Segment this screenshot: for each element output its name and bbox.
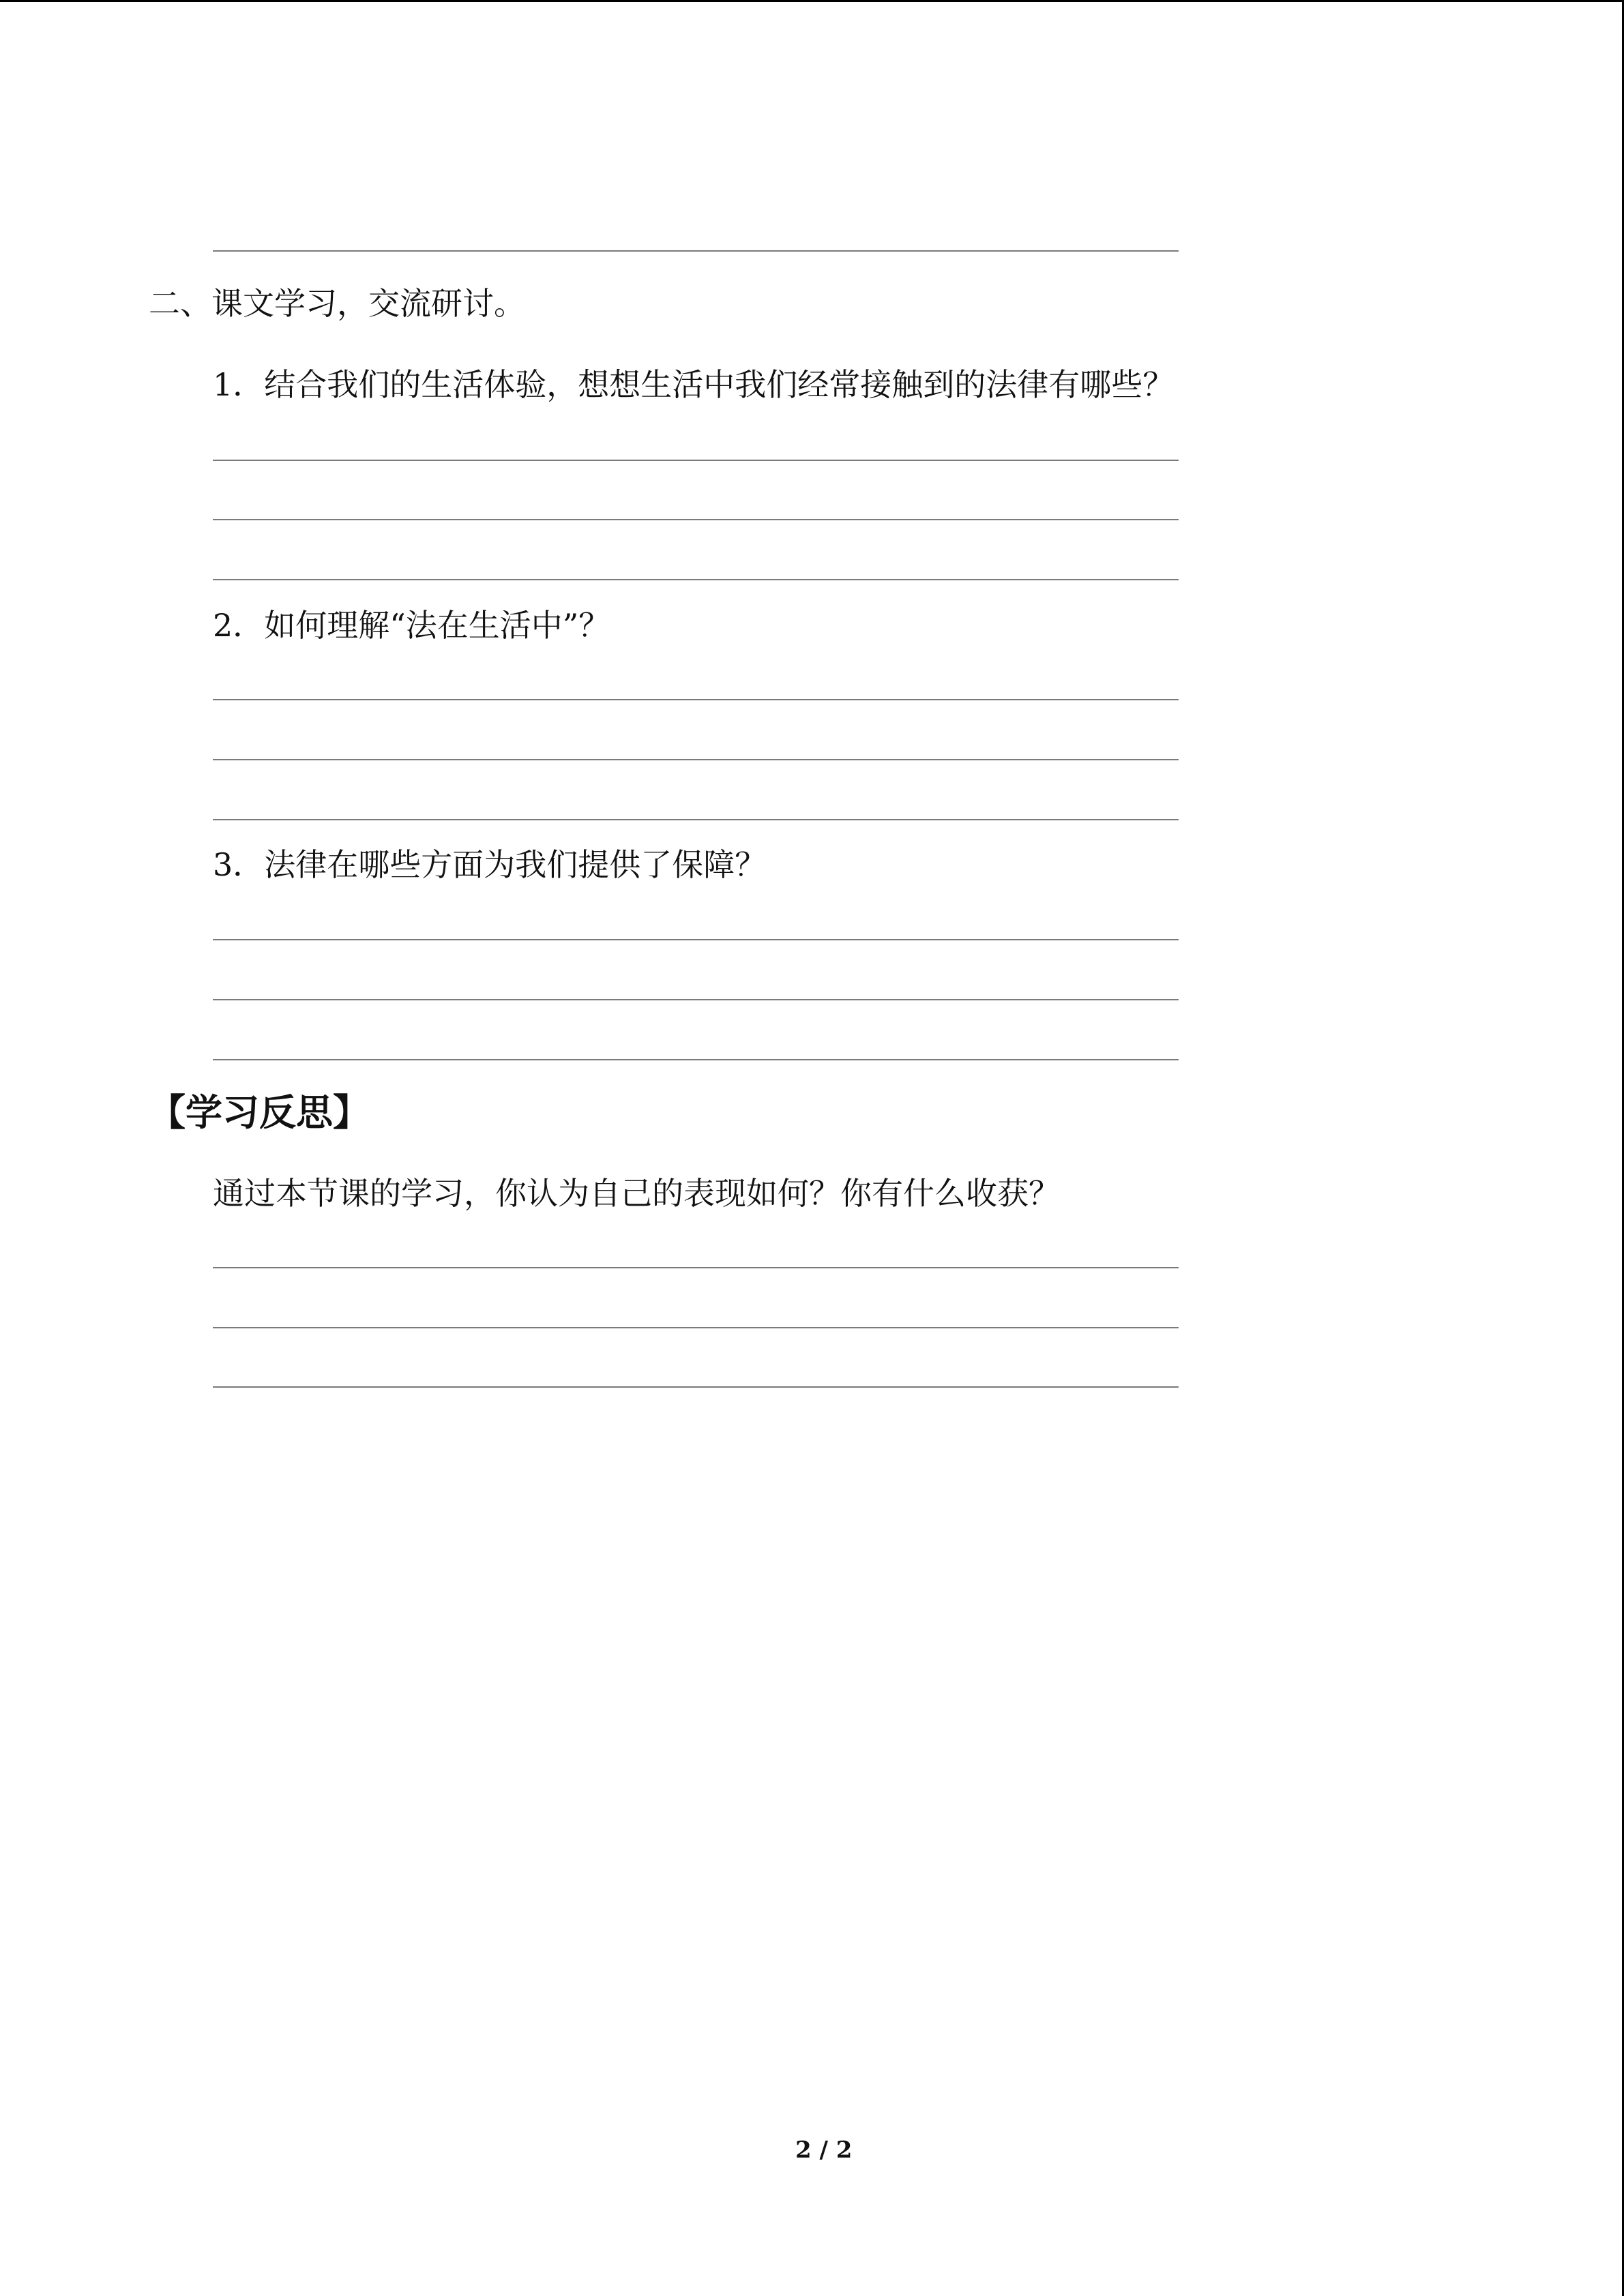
question-1-answer-line-1[interactable] [213,460,1179,461]
question-2-answer-line-1[interactable] [213,699,1179,700]
reflection-prompt: 通过本节课的学习，你认为自己的表现如何？你有什么收获？ [213,1175,1060,1212]
question-1-answer-line-3[interactable] [213,579,1179,580]
reflection-answer-line-3[interactable] [213,1386,1179,1388]
question-2-answer-line-2[interactable] [213,759,1179,760]
question-1-answer-line-2[interactable] [213,519,1179,520]
question-3-answer-line-1[interactable] [213,939,1179,940]
question-2-answer-line-3[interactable] [213,819,1179,820]
question-2-label: 2．如何理解“法在生活中”？ [213,607,610,644]
reflection-answer-line-2[interactable] [213,1327,1179,1328]
answer-line-previous-section[interactable] [213,250,1179,252]
question-3-answer-line-2[interactable] [213,999,1179,1000]
reflection-answer-line-1[interactable] [213,1267,1179,1268]
page-number: 2 / 2 [795,2136,853,2164]
question-3-answer-line-3[interactable] [213,1059,1179,1060]
page-top-border [0,0,1624,2]
question-3-label: 3．法律在哪些方面为我们提供了保障？ [213,846,767,883]
reflection-title: 【学习反思】 [149,1090,370,1134]
section-heading-course-study: 二、课文学习，交流研讨。 [149,285,525,322]
question-1-label: 1．结合我们的生活体验，想想生活中我们经常接触到的法律有哪些？ [213,366,1175,403]
